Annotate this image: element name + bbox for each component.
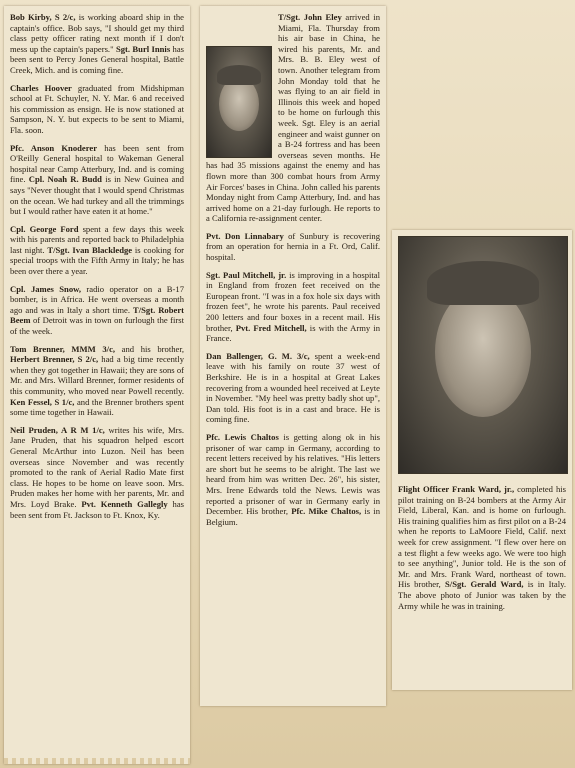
item-eley: T/Sgt. John Eley arrived in Miami, Fla. Thursday from his air base in China, he wired his parents, Mr. and Mrs. B. B. Eley west of town. Another telegram from John Monday told that he was flying to an air field in Illinois this week and hoped to be home on furlough this week. Sgt. Eley is an aerial engineer and waist gunner on a B-24 fortress and has been overseas seven months. He has had 35 missions against the enemy and has flown more than 300 combat hours from Army Air Forces' bases in China. John called his parents Monday night from Camp Atterbury, Ind. and has arrived home on a 21-day furlough. He reports to a California re-assignment center. bbox=[206, 12, 380, 224]
flight-cap bbox=[217, 65, 261, 85]
torn-edge bbox=[4, 758, 190, 764]
item-pruden: Neil Pruden, A R M 1/c, writes his wife, Mrs. Jane Pruden, that his squadron helped escort General McArthur into Luzon. Neil has been overseas since November and was recently promoted to the rank of Aerial Radio Mate first class. He hopes to be home on leave soon. Mrs. Pruden makes her home with her parents, Mr. and Mrs. Loyd Brake. Pvt. Kenneth Gallegly has been sent from Ft. Jackson to Ft. Knox, Ky. bbox=[10, 424, 184, 520]
item-snow: Cpl. James Snow, radio operator on a B-17 bomber, is in Africa. He went overseas a month ago and was in Italy a short time. T/Sgt. Robert Beem of Detroit was in town on furlough the first of the week. bbox=[10, 283, 184, 337]
portrait-face bbox=[435, 287, 531, 417]
item-mitchell: Sgt. Paul Mitchell, jr. is improving in a hospital in England from frozen feet received on the European front. "I was in a fox hole six days with frozen feet", he wrote his parents. Paul received 200 letters and four boxes in a recent mail. His brother, Pvt. Fred Mitchell, is with the Army in France. bbox=[206, 269, 380, 344]
clipping-column-middle bbox=[200, 6, 386, 706]
portrait-face bbox=[219, 77, 259, 131]
item-chaltos: Pfc. Lewis Chaltos is getting along ok in his prisoner of war camp in Germany, according to recent letters received by his relatives. "His letters are short but he seems to be alright. The last we heard from him was written Dec. 26", his sister, Mrs. Irene Edwards told the News. Lewis was reported a prisoner of war in Germany early in December. His brother, Pfc. Mike Chaltos, is in Belgium. bbox=[206, 431, 381, 527]
item-brenner: Tom Brenner, MMM 3/c, and his brother, Herbert Brenner, S 2/c, had a big time recently when they got together in Hawaii; they are sons of Mr. and Mrs. Willard Brenner, former residents of this community, who moved near Powell recently. Ken Fessel, S 1/c, and the Brenner brothers spent some time together in Hawaii. bbox=[10, 343, 184, 418]
clipping-column-left bbox=[4, 6, 190, 764]
clipping-column-right bbox=[392, 230, 572, 690]
portrait-photo-ward bbox=[398, 236, 568, 474]
portrait-photo-eley bbox=[206, 46, 272, 158]
item-kirby: Bob Kirby, S 2/c, is working aboard ship in the captain's office. Bob says, "I should get my third class petty officer rating next month if I don't mess up the captain's papers." Sgt. Burl Innis has been sent to Percy Jones General hospital, Battle Creek, Mich. and is coming fine. bbox=[10, 12, 185, 75]
item-linnabary: Pvt. Don Linnabary of Sunbury is recovering from an operation for hernia in a Ft. Ord, Calif. hospital. bbox=[206, 230, 380, 263]
item-ford: Cpl. George Ford spent a few days this week with his parents and reported back to Philadelphia last night. T/Sgt. Ivan Blackledge is cooking for special troops with the Fifth Army in Italy; he has been over there a year. bbox=[10, 223, 185, 277]
item-ward: Flight Officer Frank Ward, jr., completed his pilot training on B-24 bombers at the Army Air Field, Liberal, Kan. and is home on furlough. His training qualifies him as first pilot on a B-24 when he reports to LaMoore Field, Calif. next week for crew assignment. "I flew over here on a test flight a few weeks ago. We were too high to see anything", Junior told. He is the son of Mr. and Mrs. Frank Ward, northeast of town. His brother, S/Sgt. Gerald Ward, is in Italy. The above photo of Junior was taken by the Army while he was in training. bbox=[398, 484, 567, 611]
item-knoderer: Pfc. Anson Knoderer has been sent from O'Reilly General hospital to Wakeman General hospital near Camp Atterbury, Ind. and is coming fine. Cpl. Noah R. Budd is in New Guinea and says "Never thought that I would spend Christmas on the ocean. We had turkey and all the trimmings but I would rather have eaten it at home." bbox=[10, 142, 184, 217]
item-hoover: Charles Hoover graduated from Midshipman school at Ft. Schuyler, N. Y. Mar. 6 and received his commission as ensign. He is now stationed at Sampson, N. Y. but expects to be sent to Miami, Fla. soon. bbox=[10, 82, 184, 135]
item-ballenger: Dan Ballenger, G. M. 3/c, spent a week-end leave with his family on route 37 west of Berkshire. He is in a hospital at Great Lakes recovering from a wounded heel received at Leyte in November. "My heel was pretty badly shot up", Dan told. His foot is in a cast and brace. He is coming fine. bbox=[206, 350, 380, 425]
garrison-cap bbox=[427, 261, 539, 305]
